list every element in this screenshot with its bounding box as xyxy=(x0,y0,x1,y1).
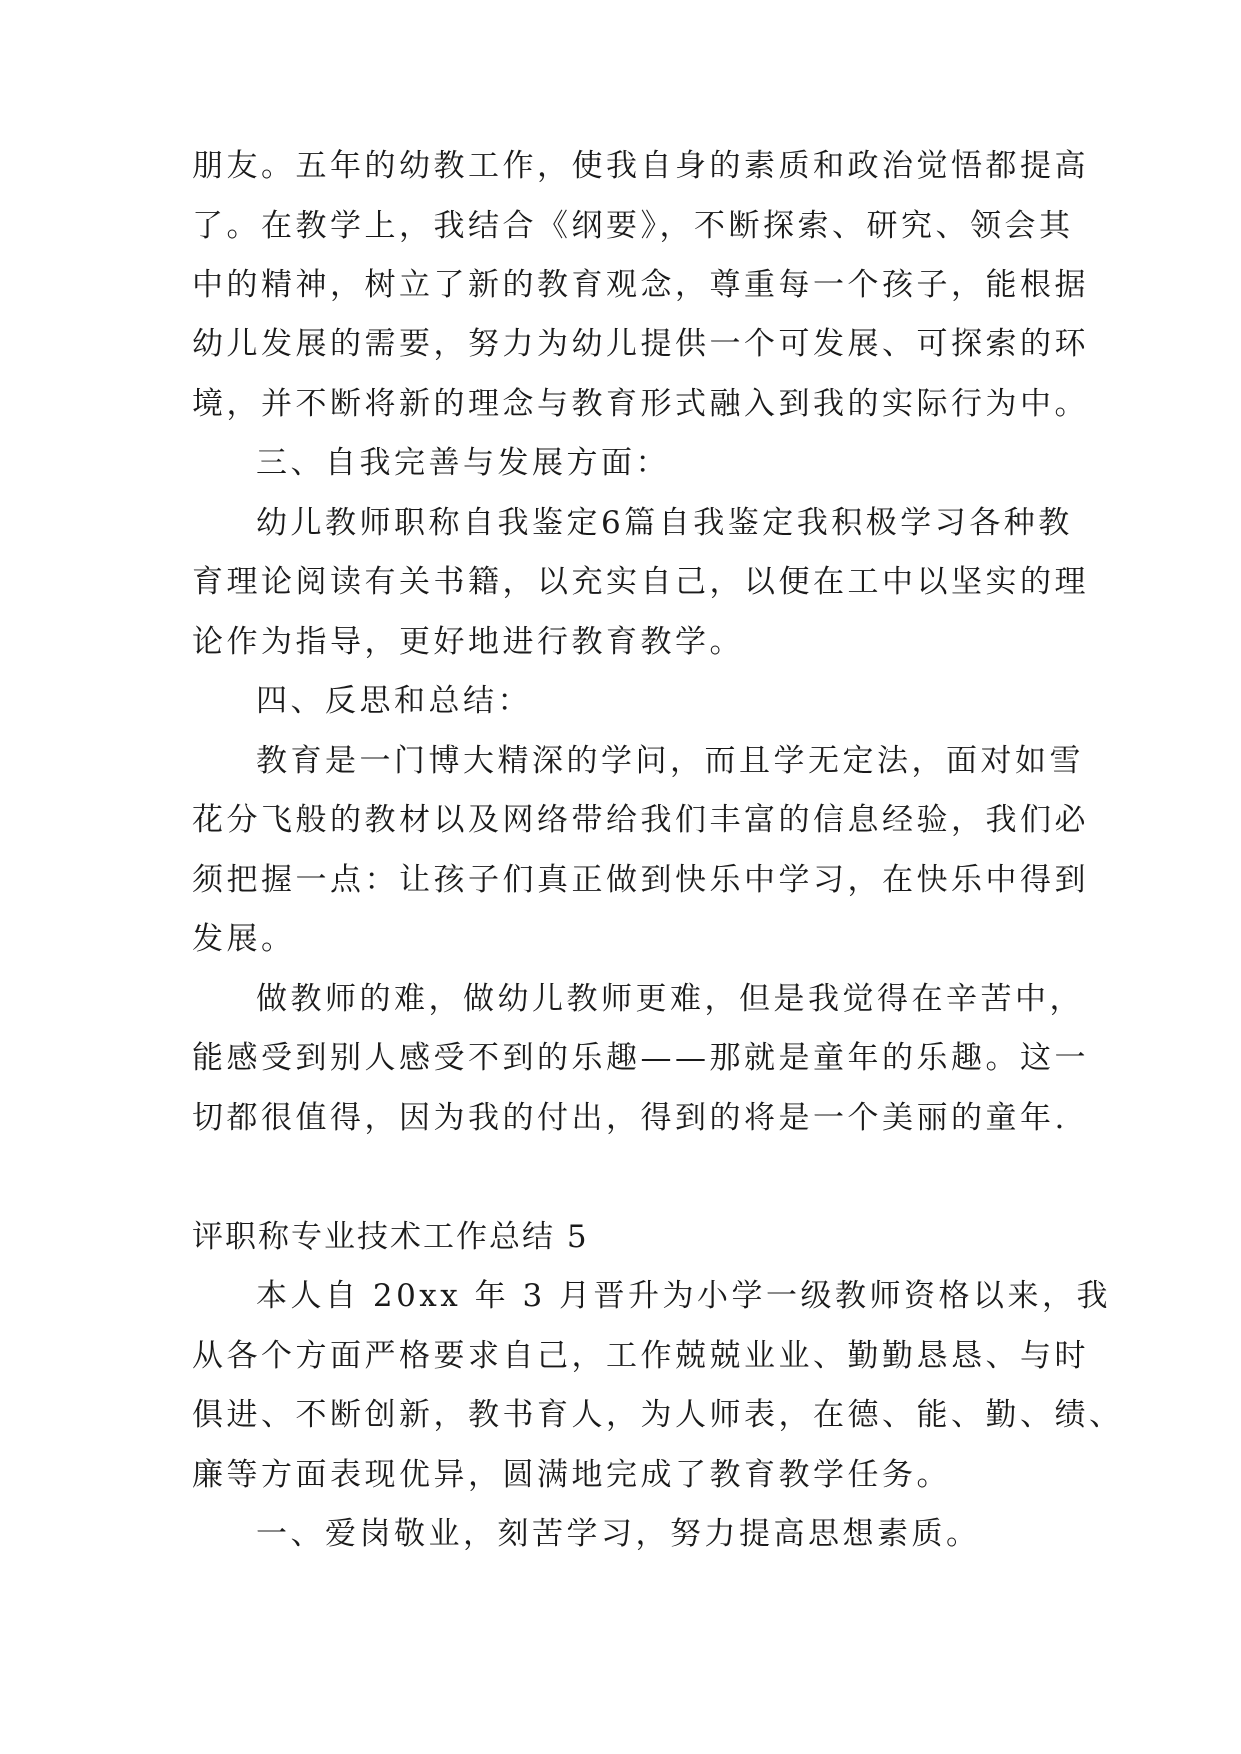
paragraph-line: 能感受到别人感受不到的乐趣——那就是童年的乐趣。这一 xyxy=(192,1040,1089,1076)
section-heading: 四、反思和总结： xyxy=(256,683,532,719)
paragraph-line: 幼儿教师职称自我鉴定6篇自我鉴定我积极学习各种教 xyxy=(256,505,1073,541)
paragraph-line: 了。在教学上，我结合《纲要》，不断探索、研究、领会其 xyxy=(192,208,1074,244)
paragraph-line: 须把握一点：让孩子们真正做到快乐中学习，在快乐中得到 xyxy=(192,862,1089,898)
paragraph-line: 廉等方面表现优异，圆满地完成了教育教学任务。 xyxy=(192,1457,951,1493)
paragraph-line: 论作为指导，更好地进行教育教学。 xyxy=(192,624,744,660)
paragraph-line: 发展。 xyxy=(192,921,296,957)
paragraph-line: 境，并不断将新的理念与教育形式融入到我的实际行为中。 xyxy=(192,386,1089,422)
paragraph-line: 中的精神，树立了新的教育观念，尊重每一个孩子，能根据 xyxy=(192,267,1089,303)
paragraph-line: 育理论阅读有关书籍，以充实自己，以便在工中以坚实的理 xyxy=(192,564,1089,600)
paragraph-line: 俱进、不断创新，教书育人，为人师表，在德、能、勤、绩、 xyxy=(192,1397,1124,1433)
document-title: 评职称专业技术工作总结 5 xyxy=(192,1219,589,1255)
paragraph-line: 朋友。五年的幼教工作，使我自身的素质和政治觉悟都提高 xyxy=(192,148,1089,184)
paragraph-line: 本人自 20xx 年 3 月晋升为小学一级教师资格以来，我 xyxy=(256,1278,1112,1314)
section-heading: 一、爱岗敬业，刻苦学习，努力提高思想素质。 xyxy=(256,1516,981,1552)
paragraph-line: 花分飞般的教材以及网络带给我们丰富的信息经验，我们必 xyxy=(192,802,1089,838)
paragraph-line: 做教师的难，做幼儿教师更难，但是我觉得在辛苦中， xyxy=(256,981,1084,1017)
paragraph-line: 切都很值得，因为我的付出，得到的将是一个美丽的童年. xyxy=(192,1100,1068,1136)
section-heading: 三、自我完善与发展方面： xyxy=(256,445,670,481)
paragraph-line: 幼儿发展的需要，努力为幼儿提供一个可发展、可探索的环 xyxy=(192,326,1089,362)
paragraph-line: 教育是一门博大精深的学问，而且学无定法，面对如雪 xyxy=(256,743,1084,779)
paragraph-line: 从各个方面严格要求自己，工作兢兢业业、勤勤恳恳、与时 xyxy=(192,1338,1089,1374)
